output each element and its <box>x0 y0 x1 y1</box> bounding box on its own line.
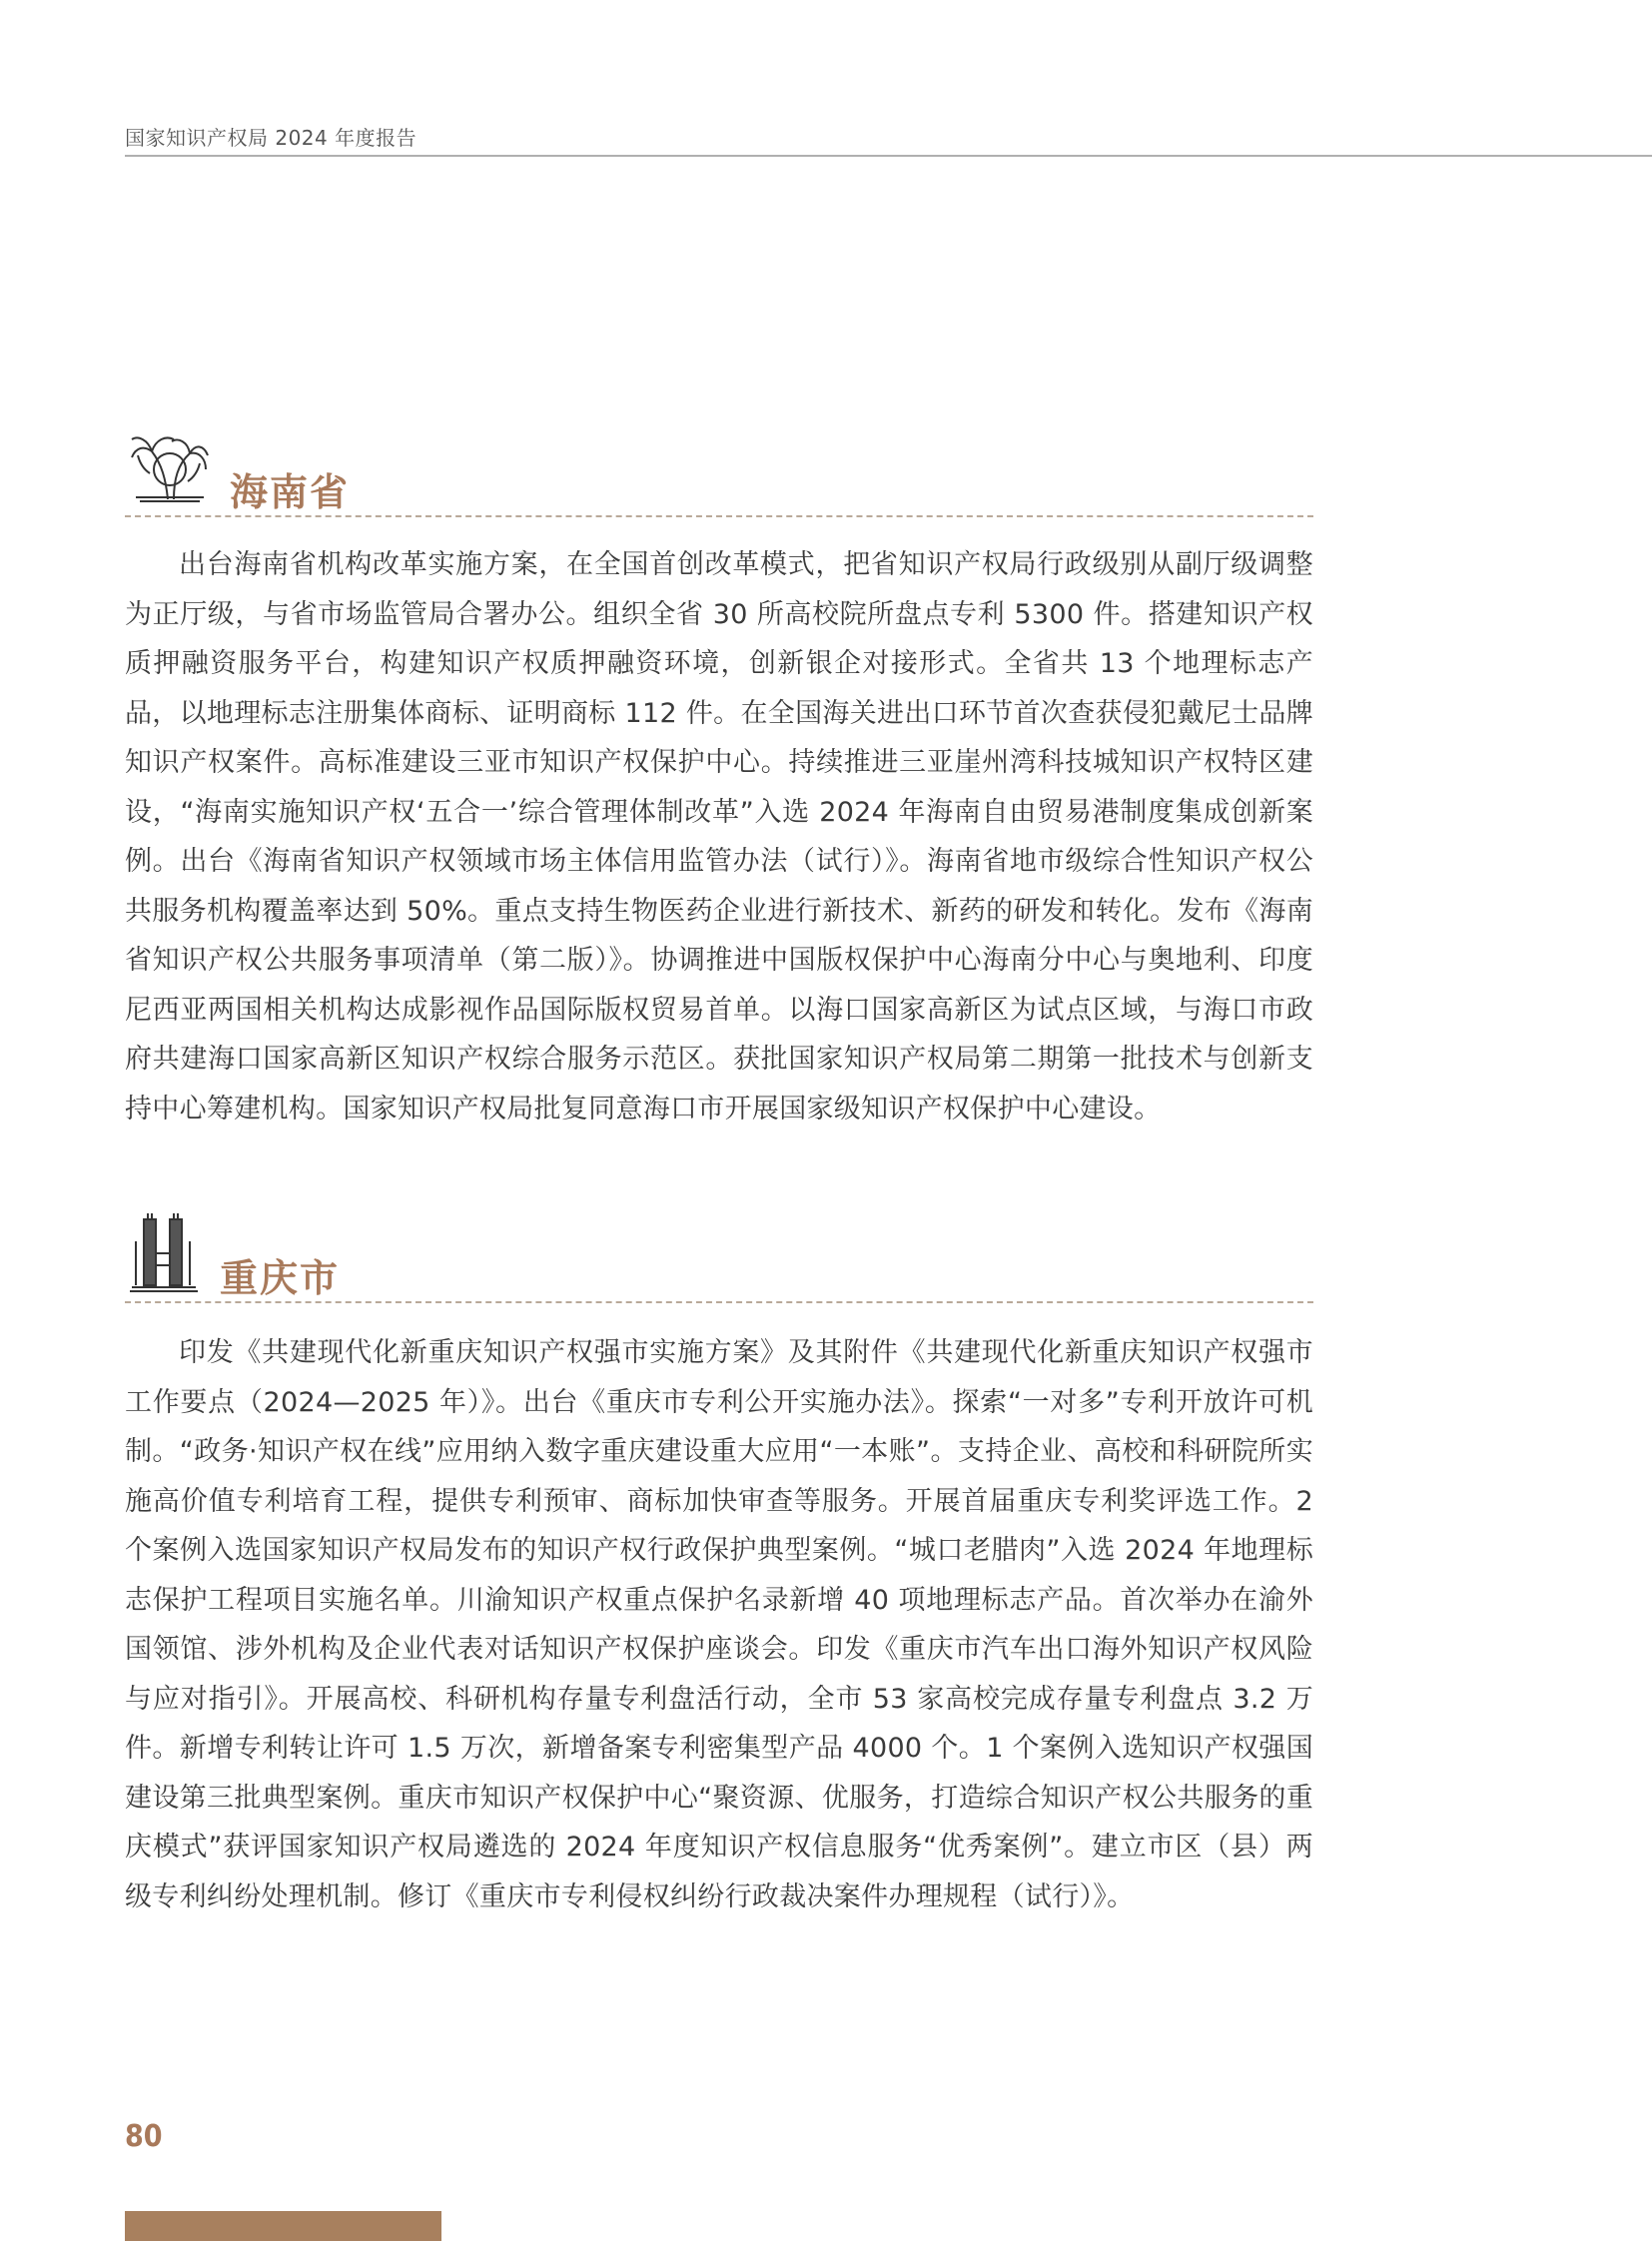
report-header-title: 国家知识产权局 2024 年度报告 <box>125 126 417 150</box>
page-number: 80 <box>125 2119 163 2154</box>
section-header-hainan <box>125 429 1313 519</box>
section-divider-chongqing <box>125 1301 1313 1303</box>
section-title-chongqing: 重庆市 <box>220 1256 341 1300</box>
section-title-hainan: 海南省 <box>230 470 351 514</box>
section-header-chongqing <box>125 1213 1313 1303</box>
header-divider <box>125 155 1652 157</box>
section-body-chongqing: 印发《共建现代化新重庆知识产权强市实施方案》及其附件《共建现代化新重庆知识产权强市工作要点（2024—2025 年）》。出台《重庆市专利公开实施办法》。探索“一对多”专利开放许可机制。“政务·知识产权在线”应用纳入数字重庆建设重大应用“一本账”。支持企业、高校和科研院所实施高价值专利培育工程，提供专利预审、商标加快审查等服务。开展首届重庆专利奖评选工作。2 个案例入选国家知识产权局发布的知识产权行政保护典型案例。“城口老腊肉”入选 2024 年地理标志保护工程项目实施名单。川渝知识产权重点保护名录新增 40 项地理标志产品。首次举办在渝外国领馆、涉外机构及企业代表对话知识产权保护座谈会。印发《重庆市汽车出口海外知识产权风险与应对指引》。开展高校、科研机构存量专利盘活行动，全市 53 家高校完成存量专利盘点 3.2 万件。新增专利转让许可 1.5 万次，新增备案专利密集型产品 4000 个。1 个案例入选知识产权强国建设第三批典型案例。重庆市知识产权保护中心“聚资源、优服务，打造综合知识产权公共服务的重庆模式”获评国家知识产权局遴选的 2024 年度知识产权信息服务“优秀案例”。建立市区（县）两级专利纠纷处理机制。修订《重庆市专利侵权纠纷行政裁决案件办理规程（试行）》。 <box>125 1337 1313 1912</box>
section-divider-hainan <box>125 515 1313 517</box>
section-body-hainan: 出台海南省机构改革实施方案，在全国首创改革模式，把省知识产权局行政级别从副厅级调整为正厅级，与省市场监管局合署办公。组织全省 30 所高校院所盘点专利 5300 件。搭建知识产权质押融资服务平台，构建知识产权质押融资环境，创新银企对接形式。全省共 13 个地理标志产品，以地理标志注册集体商标、证明商标 112 件。在全国海关进出口环节首次查获侵犯戴尼士品牌知识产权案件。高标准建设三亚市知识产权保护中心。持续推进三亚崖州湾科技城知识产权特区建设，“海南实施知识产权‘五合一’综合管理体制改革”入选 2024 年海南自由贸易港制度集成创新案例。出台《海南省知识产权领域市场主体信用监管办法（试行）》。海南省地市级综合性知识产权公共服务机构覆盖率达到 50%。重点支持生物医药企业进行新技术、新药的研发和转化。发布《海南省知识产权公共服务事项清单（第二版）》。协调推进中国版权保护中心海南分中心与奥地利、印度尼西亚两国相关机构达成影视作品国际版权贸易首单。以海口国家高新区为试点区域，与海口市政府共建海口国家高新区知识产权综合服务示范区。获批国家知识产权局第二期第一批技术与创新支持中心筹建机构。国家知识产权局批复同意海口市开展国家级知识产权保护中心建设。 <box>125 549 1313 1124</box>
twin-towers-icon <box>130 1213 200 1297</box>
footer-accent-bar <box>125 2211 441 2241</box>
coconut-palm-icon <box>130 429 210 508</box>
